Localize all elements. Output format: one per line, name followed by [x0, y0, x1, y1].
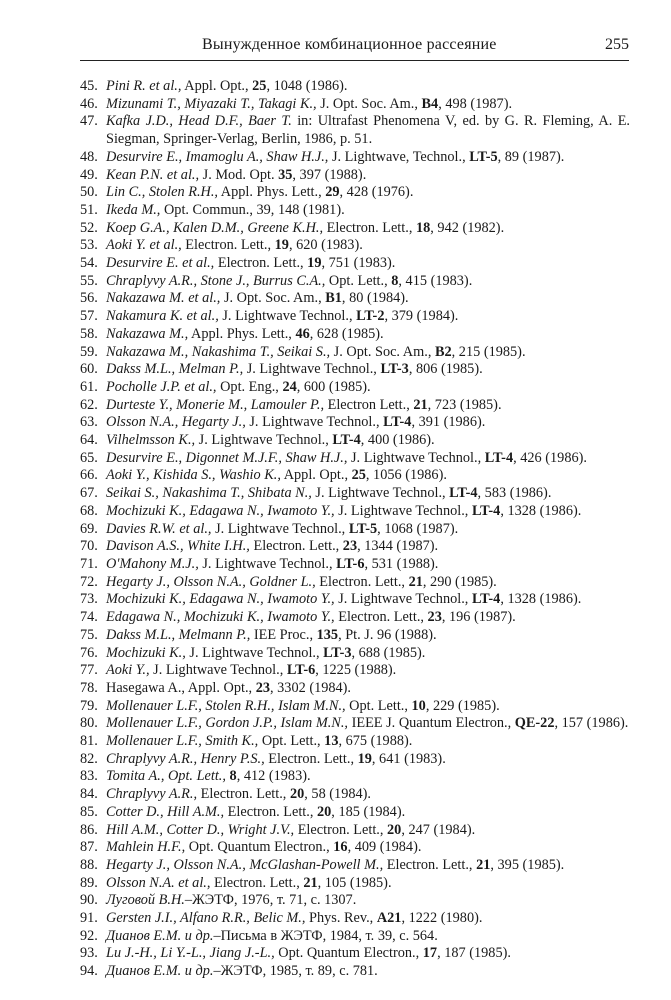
reference-text: J. Lightwave Technol., — [218, 308, 357, 325]
reference-item — [80, 591, 630, 609]
reference-text: J. Lightwave Technol., — [311, 485, 450, 502]
reference-item — [80, 272, 630, 291]
reference-text: Electron. Lett., — [214, 255, 308, 272]
reference-text: Opt. Commun., 39, 148 (1981). — [160, 201, 345, 218]
reference-text: J. Opt. Soc. Am., — [220, 290, 326, 307]
reference-text: Electron. Lett., — [264, 750, 358, 767]
reference-number: 55. — [80, 272, 98, 289]
reference-volume: LT-3 — [323, 644, 352, 661]
reference-text: , 412 (1983). — [236, 768, 311, 785]
reference-text: , 1225 (1988). — [315, 662, 397, 679]
reference-volume: 21 — [476, 856, 491, 873]
reference-authors: Vilhelmsson K., — [106, 432, 196, 449]
reference-volume: 35 — [278, 166, 293, 183]
reference-volume: 29 — [325, 184, 340, 201]
reference-item — [80, 626, 630, 645]
reference-text: IEE Proc., — [250, 626, 317, 643]
reference-number: 85. — [80, 803, 98, 820]
reference-number: 82. — [80, 750, 98, 767]
reference-item — [80, 467, 630, 485]
reference-authors: Mizunami T., Miyazaki T., Takagi K., — [106, 95, 317, 112]
reference-authors: Lu J.-H., Li Y.-L., Jiang J.-L., — [106, 945, 275, 962]
reference-volume: 17 — [422, 945, 438, 962]
reference-volume: LT-4 — [332, 432, 361, 449]
reference-text: , 409 (1984). — [347, 839, 422, 856]
reference-item — [80, 219, 630, 238]
reference-number: 69. — [80, 520, 98, 537]
reference-volume: LT-4 — [471, 502, 501, 519]
reference-authors: Koep G.A., Kalen D.M., Greene K.H., — [106, 219, 324, 236]
reference-text: Electron. Lett., — [197, 786, 290, 803]
reference-text: J. Lightwave Technol., — [243, 361, 381, 378]
reference-text: ЖЭТФ, 1976, т. 71, с. 1307. — [192, 892, 357, 909]
reference-item — [80, 290, 630, 308]
reference-item — [80, 715, 630, 733]
reference-text: , 498 (1987). — [438, 95, 513, 112]
reference-volume: LT-4 — [449, 485, 478, 502]
reference-number: 50. — [80, 184, 98, 201]
reference-text: , 723 (1985). — [427, 396, 502, 413]
reference-authors: Chraplyvy A.R., Stone J., Burrus C.A., — [106, 272, 326, 289]
reference-volume: B4 — [421, 95, 439, 112]
reference-text: Opt. Quantum Electron., — [185, 839, 334, 856]
reference-volume: A21 — [376, 910, 402, 927]
reference-number: 83. — [80, 768, 98, 785]
reference-item — [80, 237, 630, 255]
reference-number: 64. — [80, 432, 98, 449]
reference-authors: Desurvire E., Digonnet M.J.F., Shaw H.J., — [106, 449, 348, 466]
reference-text: Appl. Phys. Lett., — [218, 184, 326, 201]
reference-number: 68. — [80, 502, 98, 519]
reference-number: 59. — [80, 343, 98, 360]
reference-text: , 428 (1976). — [339, 184, 414, 201]
reference-number: 76. — [80, 644, 98, 661]
reference-text: Appl. Opt., — [181, 78, 253, 94]
reference-authors: Olsson N.A. et al., — [106, 874, 211, 891]
reference-text: Electron. Lett., — [210, 874, 304, 891]
reference-volume: 16 — [333, 839, 348, 856]
reference-item — [80, 184, 630, 202]
reference-text: , Pt. J. 96 (1988). — [338, 626, 437, 643]
reference-text: Hasegawa A., Appl. Opt., — [106, 679, 256, 696]
reference-volume: 18 — [415, 219, 431, 236]
reference-text: , 1048 (1986). — [266, 78, 348, 94]
reference-volume: 23 — [342, 538, 358, 555]
reference-text: J. Lightwave Technol., — [334, 591, 472, 608]
reference-number: 70. — [80, 538, 98, 555]
reference-item — [80, 361, 630, 379]
reference-volume: B1 — [325, 290, 342, 307]
reference-item — [80, 786, 630, 804]
reference-text: , 641 (1983). — [371, 750, 446, 767]
reference-authors: Nakamura K. et al., — [106, 308, 219, 325]
reference-authors: Mollenauer L.F., Smith K., — [106, 733, 259, 750]
reference-authors: Kafka J.D., Head D.F., Baer T. — [106, 113, 292, 130]
reference-item — [80, 325, 630, 344]
reference-text: , 80 (1984). — [341, 290, 409, 307]
reference-authors: Mollenauer L.F., Stolen R.H., Islam M.N., — [106, 697, 346, 714]
reference-item — [80, 839, 630, 857]
reference-item — [80, 662, 630, 680]
reference-item — [80, 166, 630, 185]
reference-text: , 379 (1984). — [384, 308, 459, 325]
reference-text: J. Lightwave Technol., — [198, 555, 337, 572]
reference-text: J. Lightwave Technol., — [149, 662, 287, 679]
reference-number: 81. — [80, 733, 98, 750]
reference-authors: Dakss M.L., Melman P., — [106, 361, 244, 378]
reference-volume: 21 — [413, 396, 428, 413]
reference-number: 49. — [80, 166, 98, 183]
reference-number: 66. — [80, 467, 98, 484]
reference-item — [80, 679, 630, 698]
reference-authors: Desurvire E., Imamoglu A., Shaw H.J., — [106, 148, 329, 165]
reference-item — [80, 201, 630, 220]
reference-authors: Aoki Y., — [106, 662, 150, 679]
reference-item — [80, 396, 630, 415]
reference-authors: Nakazawa M., Nakashima T., Seikai S., — [106, 343, 331, 360]
reference-text: Electron. Lett., — [334, 609, 428, 626]
reference-number: 46. — [80, 95, 98, 112]
reference-item — [80, 750, 630, 769]
reference-volume: LT-4 — [471, 591, 501, 608]
reference-list — [80, 78, 631, 981]
reference-text: in: Ultrafast Phenomena V, ed. by G. R. Fleming, A. E. Siegman, Springer-Verlag, Berlin, 1986, p. 51. — [106, 113, 631, 148]
reference-authors: Nakazawa M., — [106, 325, 189, 342]
reference-text: , 620 (1983). — [288, 237, 363, 254]
reference-number: 72. — [80, 573, 98, 590]
reference-item — [80, 538, 630, 556]
reference-number: 65. — [80, 449, 98, 466]
reference-text: Electron. Lett., — [315, 573, 409, 590]
reference-text: Opt. Lett., — [258, 733, 325, 750]
reference-authors: Chraplyvy A.R., — [106, 786, 198, 803]
reference-number: 63. — [80, 414, 98, 431]
reference-item — [80, 502, 630, 521]
reference-number: 57. — [80, 308, 98, 325]
reference-item — [80, 609, 630, 627]
reference-text: , 229 (1985). — [425, 697, 500, 714]
reference-volume: LT-2 — [356, 308, 385, 325]
reference-volume: 20 — [289, 786, 305, 803]
reference-item — [80, 644, 630, 663]
reference-number: 88. — [80, 856, 98, 873]
reference-item — [80, 485, 630, 503]
reference-item — [80, 821, 630, 840]
running-title: Вынужденное комбинационное рассеяние — [202, 36, 497, 53]
reference-item — [80, 697, 630, 716]
reference-volume: 25 — [351, 467, 366, 484]
reference-authors: Aoki Y. et al., — [106, 237, 182, 254]
reference-text: , 397 (1988). — [292, 166, 367, 183]
reference-number: 73. — [80, 591, 98, 608]
reference-authors: Edagawa N., Mochizuki K., Iwamoto Y., — [106, 609, 335, 626]
reference-volume: 24 — [282, 378, 297, 395]
reference-item — [80, 378, 630, 397]
reference-item — [80, 555, 630, 574]
reference-text: , 531 (1988). — [364, 555, 439, 572]
reference-number: 48. — [80, 148, 98, 165]
reference-text: , 157 (1986). — [554, 715, 629, 732]
reference-text: , 688 (1985). — [351, 644, 426, 661]
reference-text: , 600 (1985). — [296, 378, 371, 395]
reference-authors: O'Mahony M.J., — [106, 555, 199, 572]
reference-number: 92. — [80, 927, 98, 944]
reference-text: , 1328 (1986). — [500, 591, 582, 608]
reference-authors: Nakazawa M. et al., — [106, 290, 221, 307]
reference-authors: Hegarty J., Olsson N.A., McGlashan-Powell M., — [106, 856, 384, 873]
reference-number: 90. — [80, 892, 98, 909]
reference-item — [80, 95, 630, 114]
reference-text: , 3302 (1984). — [270, 679, 352, 696]
reference-volume: LT-4 — [484, 449, 514, 466]
reference-text: , 196 (1987). — [441, 609, 516, 626]
page-number: 255 — [605, 36, 629, 53]
reference-text: , 185 (1984). — [331, 803, 406, 820]
reference-text: , 1056 (1986). — [365, 467, 447, 484]
reference-authors: Pocholle J.P. et al., — [106, 378, 217, 395]
reference-item — [80, 148, 630, 167]
reference-text: , 415 (1983). — [398, 272, 473, 289]
reference-number: 89. — [80, 874, 98, 891]
reference-volume: 19 — [357, 750, 372, 767]
reference-volume: 8 — [229, 768, 237, 785]
reference-text: Electron. Lett., — [181, 237, 275, 254]
reference-item — [80, 255, 630, 273]
reference-text: , 290 (1985). — [422, 573, 497, 590]
reference-authors: Mochizuki K., Edagawa N., Iwamoto Y., — [106, 502, 335, 519]
reference-text: J. Lightwave Technol., — [211, 520, 349, 537]
reference-text: J. Lightwave Technol., — [245, 414, 384, 431]
reference-number: 78. — [80, 679, 98, 696]
reference-authors: Desurvire E. et al., — [106, 255, 215, 272]
reference-volume: LT-6 — [286, 662, 316, 679]
running-header — [80, 34, 629, 61]
reference-item — [80, 414, 630, 432]
reference-text: , 58 (1984). — [304, 786, 371, 803]
reference-volume: LT-5 — [469, 148, 498, 165]
reference-number: 61. — [80, 378, 98, 395]
reference-number: 67. — [80, 485, 98, 502]
reference-item — [80, 78, 630, 96]
reference-text: , 942 (1982). — [430, 219, 505, 236]
reference-text: , 675 (1988). — [338, 733, 413, 750]
reference-text: Electron. Lett., — [323, 219, 416, 236]
reference-number: 52. — [80, 219, 98, 236]
reference-authors: Дианов Е.М. и др.– — [106, 927, 221, 944]
reference-number: 75. — [80, 626, 98, 643]
reference-text: J. Lightwave Technol., — [347, 449, 485, 466]
reference-number: 74. — [80, 609, 98, 626]
reference-number: 71. — [80, 555, 98, 572]
reference-text: Opt. Eng., — [216, 378, 283, 395]
reference-authors: Lin C., Stolen R.H., — [106, 184, 218, 201]
reference-number: 56. — [80, 290, 98, 307]
reference-authors: Kean P.N. et al., — [106, 166, 200, 183]
reference-number: 54. — [80, 255, 98, 272]
reference-number: 80. — [80, 715, 98, 732]
reference-authors: Aoki Y., Kishida S., Washio K., — [106, 467, 281, 484]
reference-text: , 400 (1986). — [360, 432, 435, 449]
reference-volume: 46 — [295, 325, 310, 342]
reference-authors: Hegarty J., Olsson N.A., Goldner L., — [106, 573, 316, 590]
reference-item — [80, 768, 630, 786]
reference-text: J. Opt. Soc. Am., — [316, 95, 422, 112]
reference-text: , 806 (1985). — [408, 361, 483, 378]
reference-authors: Chraplyvy A.R., Henry P.S., — [106, 750, 265, 767]
reference-volume: 25 — [252, 78, 267, 94]
reference-number: 47. — [80, 113, 98, 130]
reference-text: Electron. Lett., — [249, 538, 343, 555]
reference-number: 84. — [80, 786, 98, 803]
reference-item — [80, 343, 630, 362]
reference-item — [80, 963, 630, 981]
reference-text: Appl. Phys. Lett., — [188, 325, 296, 342]
reference-volume: 20 — [317, 803, 332, 820]
reference-text: , 1068 (1987). — [377, 520, 459, 537]
reference-authors: Mollenauer L.F., Gordon J.P., Islam M.N., — [106, 715, 348, 732]
reference-item — [80, 308, 630, 326]
reference-text: , 89 (1987). — [497, 148, 565, 165]
reference-number: 87. — [80, 839, 98, 856]
reference-item — [80, 927, 630, 946]
reference-text: Opt. Lett., — [325, 272, 392, 289]
reference-number: 60. — [80, 361, 98, 378]
reference-authors: Mahlein H.F., — [106, 839, 186, 856]
reference-text: Письма в ЖЭТФ, 1984, т. 39, с. 564. — [220, 927, 438, 944]
reference-number: 45. — [80, 78, 98, 94]
reference-item — [80, 520, 630, 539]
reference-number: 58. — [80, 325, 98, 342]
reference-text: , 215 (1985). — [451, 343, 526, 360]
reference-item — [80, 874, 630, 893]
reference-text: , 105 (1985). — [317, 874, 392, 891]
reference-authors: Durteste Y., Monerie M., Lamouler P., — [106, 396, 325, 413]
reference-authors: Davison A.S., White I.H., — [106, 538, 250, 555]
reference-text: J. Lightwave Technol., — [185, 644, 324, 661]
reference-text: Opt. Lett., — [345, 697, 412, 714]
reference-text: Electron. Lett., — [383, 856, 477, 873]
reference-text: Phys. Rev., — [305, 910, 377, 927]
reference-authors: Tomita A., Opt. Lett., — [106, 768, 226, 785]
reference-authors: Dakss M.L., Melmann P., — [106, 626, 251, 643]
reference-authors: Hill A.M., Cotter D., Wright J.V., — [106, 821, 295, 838]
reference-authors: Cotter D., Hill A.M., — [106, 803, 225, 820]
reference-volume: 135 — [316, 626, 339, 643]
reference-authors: Davies R.W. et al., — [106, 520, 212, 537]
reference-item — [80, 910, 630, 928]
reference-text: J. Opt. Soc. Am., — [330, 343, 435, 360]
reference-volume: LT-6 — [336, 555, 365, 572]
reference-text: J. Lightwave, Technol., — [328, 148, 470, 165]
reference-volume: 20 — [387, 821, 402, 838]
reference-text: ЖЭТФ, 1985, т. 89, с. 781. — [220, 963, 378, 980]
reference-authors: Mochizuki K., — [106, 644, 186, 661]
reference-text: J. Lightwave Technol., — [195, 432, 333, 449]
reference-volume: 10 — [411, 697, 426, 714]
reference-item — [80, 432, 630, 450]
reference-text: , 247 (1984). — [401, 821, 476, 838]
reference-number: 91. — [80, 910, 98, 927]
reference-authors: Seikai S., Nakashima T., Shibata N., — [106, 485, 312, 502]
reference-volume: 13 — [324, 733, 339, 750]
reference-number: 62. — [80, 396, 98, 413]
reference-number: 79. — [80, 697, 98, 714]
reference-text: , 395 (1985). — [490, 856, 565, 873]
reference-text: , 391 (1986). — [411, 414, 486, 431]
reference-volume: LT-4 — [383, 414, 412, 431]
reference-text: J. Lightwave Technol., — [334, 502, 472, 519]
reference-item — [80, 113, 631, 148]
reference-volume: 21 — [408, 573, 423, 590]
reference-authors: Mochizuki K., Edagawa N., Iwamoto Y., — [106, 591, 335, 608]
reference-volume: B2 — [434, 343, 452, 360]
reference-number: 93. — [80, 945, 98, 962]
reference-text: , 426 (1986). — [513, 449, 587, 466]
reference-item — [80, 733, 630, 751]
reference-volume: 8 — [391, 272, 399, 289]
reference-volume: 23 — [255, 679, 270, 696]
reference-text: Electron. Lett., — [294, 821, 388, 838]
reference-item — [80, 573, 630, 592]
reference-authors: Gersten J.I., Alfano R.R., Belic M., — [106, 910, 306, 927]
reference-number: 86. — [80, 821, 98, 838]
reference-text: J. Mod. Opt. — [199, 166, 279, 183]
reference-volume: LT-3 — [380, 361, 409, 378]
reference-text: , 1222 (1980). — [401, 910, 483, 927]
reference-authors: Ikeda M., — [106, 201, 161, 218]
reference-item — [80, 892, 630, 910]
reference-text: IEEE J. Quantum Electron., — [348, 715, 515, 732]
reference-volume: 19 — [307, 255, 322, 272]
reference-item — [80, 945, 630, 963]
reference-text: , 1344 (1987). — [357, 538, 439, 555]
reference-number: 94. — [80, 963, 98, 980]
reference-volume: QE-22 — [514, 715, 555, 732]
reference-text: , 751 (1983). — [321, 255, 396, 272]
reference-text: , 1328 (1986). — [500, 502, 582, 519]
reference-authors: Olsson N.A., Hegarty J., — [106, 414, 246, 431]
reference-text: Electron Lett., — [324, 396, 414, 413]
reference-item — [80, 803, 630, 822]
reference-volume: LT-5 — [348, 520, 378, 537]
reference-text: Appl. Opt., — [280, 467, 352, 484]
reference-text: , 187 (1985). — [437, 945, 511, 962]
reference-volume: 21 — [303, 874, 318, 891]
reference-authors: Pini R. et al., — [106, 78, 182, 94]
reference-volume: 19 — [274, 237, 289, 254]
reference-authors: Дианов Е.М. и др.– — [106, 963, 221, 980]
reference-text: , 583 (1986). — [477, 485, 552, 502]
reference-item — [80, 856, 630, 875]
reference-number: 51. — [80, 201, 98, 218]
reference-text: , 628 (1985). — [309, 325, 384, 342]
reference-number: 77. — [80, 662, 98, 679]
reference-authors: Луговой В.Н.– — [106, 892, 192, 909]
reference-text: Electron. Lett., — [224, 803, 317, 820]
reference-item — [80, 449, 630, 468]
reference-text: Opt. Quantum Electron., — [274, 945, 423, 962]
reference-number: 53. — [80, 237, 98, 254]
reference-volume: 23 — [427, 609, 442, 626]
